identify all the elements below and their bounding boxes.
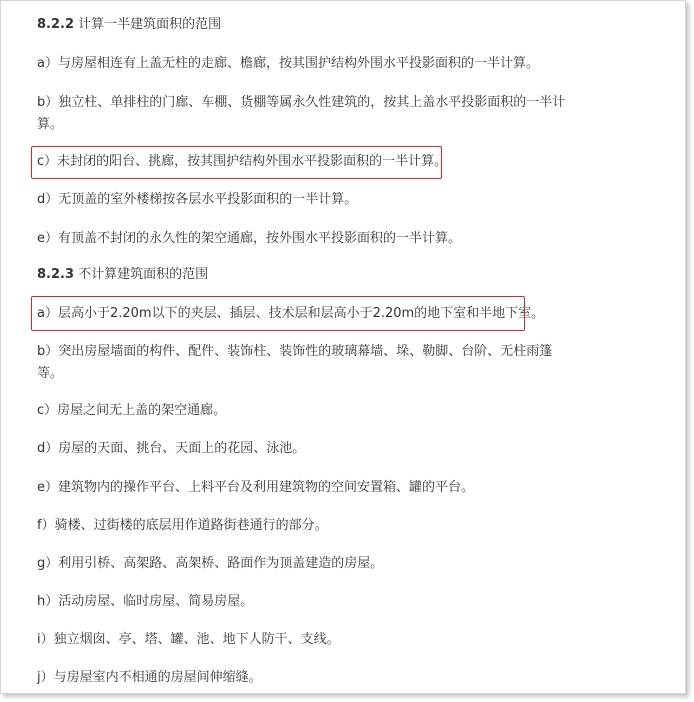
section-title: 不计算建筑面积的范围 [78,267,209,282]
list-item-8-2-3-a: a）层高小于2.20m以下的夹层、插层、技术层和层高小于2.20m的地下室和半地下室。 [37,306,545,321]
section-number: 8.2.2 [37,17,75,32]
list-item-8-2-3-h: h）活动房屋、临时房屋、简易房屋。 [37,594,254,609]
list-item-8-2-3-b-cont: 等。 [37,366,64,381]
list-item-8-2-3-i: i）独立烟囱、亭、塔、罐、池、地下人防干、支线。 [37,632,340,647]
list-item-8-2-2-d: d）无顶盖的室外楼梯按各层水平投影面积的一半计算。 [37,192,358,207]
list-item-8-2-3-c: c）房屋之间无上盖的架空通廊。 [37,403,227,418]
section-title: 计算一半建筑面积的范围 [78,17,222,32]
list-item-8-2-2-b: b）独立柱、单排柱的门廊、车棚、货棚等属永久性建筑的，按其上盖水平投影面积的一半计 [37,95,566,110]
list-item-8-2-3-f: f）骑楼、过街楼的底层用作道路街巷通行的部分。 [37,518,328,533]
list-item-8-2-3-e: e）建筑物内的操作平台、上料平台及利用建筑物的空间安置箱、罐的平台。 [37,480,474,495]
section-heading-8-2-3 [37,264,208,286]
list-item-8-2-3-j: j）与房屋室内不相通的房屋间伸缩缝。 [37,670,262,685]
list-item-8-2-2-a: a）与房屋相连有上盖无柱的走廊、檐廊，按其围护结构外围水平投影面积的一半计算。 [37,56,539,71]
list-item-8-2-3-g: g）利用引桥、高架路、高架桥、路面作为顶盖建造的房屋。 [37,556,384,571]
list-item-8-2-3-b: b）突出房屋墙面的构件、配件、装饰柱、装饰性的玻璃幕墙、垛、勒脚、台阶、无柱雨篷 [37,344,553,359]
list-item-8-2-2-c: c）未封闭的阳台、挑廊，按其围护结构外围水平投影面积的一半计算。 [37,154,448,169]
highlight-box-unenclosed-balcony [31,146,442,179]
list-item-8-2-3-d: d）房屋的天面、挑台、天面上的花园、泳池。 [37,441,306,456]
section-heading-8-2-2 [37,14,221,36]
list-item-8-2-2-b-cont: 算。 [37,117,64,132]
list-item-8-2-2-e: e）有顶盖不封闭的永久性的架空通廊，按外围水平投影面积的一半计算。 [37,231,461,246]
section-number: 8.2.3 [37,267,75,282]
highlight-box-low-story-height [31,296,525,331]
